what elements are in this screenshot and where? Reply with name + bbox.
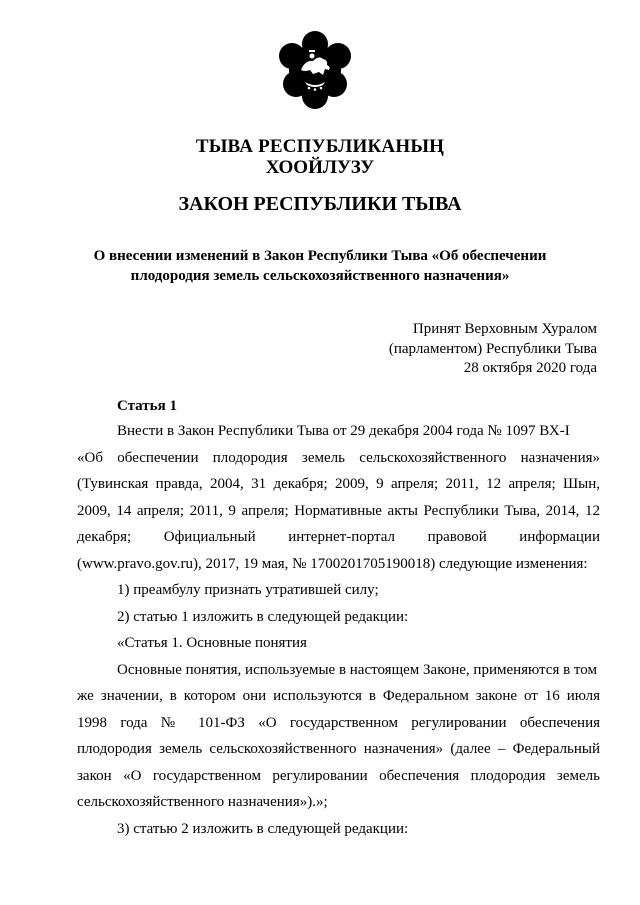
body-line: плодородия земель сельскохозяйственного назначения» (далее – Федеральный [77, 741, 600, 757]
quoted-article-heading: «Статья 1. Основные понятия [117, 635, 307, 651]
body-line: «Об обеспечении плодородия земель сельскохозяйственного назначения» [77, 450, 600, 466]
body-line: 2009, 14 апреля; 2011, 9 апреля; Нормативные акты Республики Тыва, 2014, 12 [77, 503, 600, 519]
body-line: (Тувинская правда, 2004, 31 декабря; 2009, 9 апреля; 2011, 12 апреля; Шын, [77, 476, 600, 492]
body-line: Основные понятия, используемые в настоящем Законе, применяются в том [117, 662, 597, 678]
republic-emblem-seal [275, 30, 355, 110]
body-line: сельскохозяйственного назначения»).»; [77, 794, 328, 810]
adoption-note [389, 320, 597, 379]
list-item: 3) статью 2 изложить в следующей редакции: [117, 821, 409, 837]
law-title-line-2: плодородия земель сельскохозяйственного назначения» [130, 268, 510, 284]
law-title-line-1: О внесении изменений в Закон Республики Тыва «Об обеспечении [93, 248, 547, 264]
adoption-date: 28 октября 2020 года [463, 360, 597, 376]
body-line: декабря; Официальный интернет-портал правовой информации [77, 529, 600, 545]
body-line: (www.pravo.gov.ru), 2017, 19 мая, № 1700201705190018) следующие изменения: [77, 556, 588, 572]
list-item: 2) статью 1 изложить в следующей редакции: [117, 609, 409, 625]
tuvan-title-line-2: ХООЙЛУЗУ [265, 157, 375, 178]
body-line: же значении, в котором они используются в Федеральном законе от 16 июля [77, 688, 600, 704]
tuvan-title-line-1: ТЫВА РЕСПУБЛИКАНЫҢ [195, 136, 445, 157]
list-item: 1) преамбулу признать утратившей силу; [117, 582, 379, 598]
article-heading: Статья 1 [117, 398, 177, 414]
body-line: закон «О государственном регулировании обеспечения плодородия земель [77, 768, 600, 784]
body-line: 1998 года № 101-ФЗ «О государственном регулировании обеспечения [77, 715, 600, 731]
adoption-note-line-1: Принят Верховным Хуралом [412, 321, 597, 337]
body-line: Внести в Закон Республики Тыва от 29 декабря 2004 года № 1097 ВХ-I [117, 423, 570, 439]
adoption-note-line-2: (парламентом) Республики Тыва [388, 340, 597, 357]
law-heading: ЗАКОН РЕСПУБЛИКИ ТЫВА [178, 193, 462, 215]
